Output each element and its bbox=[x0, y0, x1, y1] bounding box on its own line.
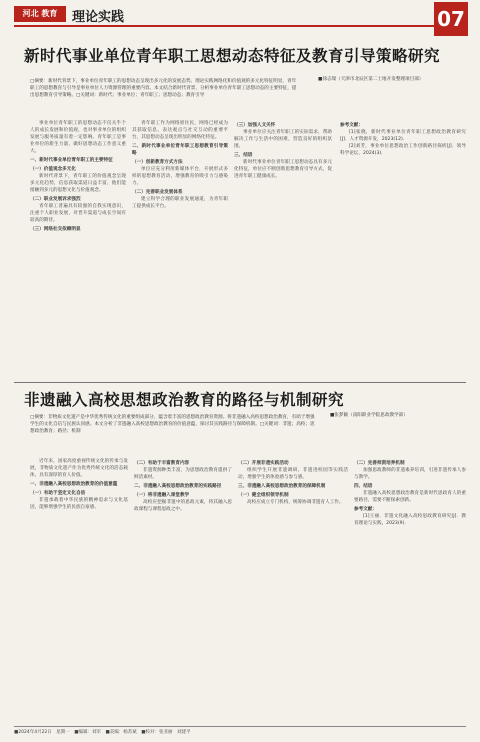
article-divider bbox=[14, 382, 466, 383]
section-heading: 一、新时代事业单位青年职工的主要特征 bbox=[30, 158, 113, 163]
article1-column-2 bbox=[132, 120, 228, 382]
subheading: （一）将非遗融入课堂教学 bbox=[134, 493, 190, 498]
subheading: （三）网络社交依赖明显 bbox=[30, 227, 81, 232]
newspaper-logo: 河北 教育 bbox=[14, 6, 66, 22]
subheading: （二）完善师资培养机制 bbox=[354, 461, 405, 466]
paragraph: 非遗资源种类丰富，为思想政治教育提供了鲜活素材。 bbox=[134, 468, 232, 480]
subheading: （一）创新教育方式方法 bbox=[132, 160, 183, 165]
article2-title: 非遗融入高校思想政治教育的路径与机制研究 bbox=[24, 391, 345, 409]
page-header bbox=[0, 0, 480, 30]
paragraph: 加强思政教师的非遗素养培训，引进非遗传承人参与教学。 bbox=[354, 468, 466, 480]
reference-item: [2]刘芳，事业单位思想政治工作创新路径探析[J]．领导科学论坛，2024(3)． bbox=[340, 144, 466, 156]
reference-item: [1]王丽．非遗文化融入高校思政教育研究[J]．教育理论与实践，2023(9)． bbox=[354, 514, 466, 526]
references-heading: 参考文献： bbox=[354, 507, 377, 512]
article1-author: ■徐志瑞（天津市北辰区第二土地开发整理项目部） bbox=[318, 77, 424, 82]
paragraph: 新时代事业单位青年职工思想动态具有多元化特征，单位应不断创新思想教育引导方式，促进青年职工健康成长。 bbox=[234, 160, 332, 179]
paragraph: 非遗融入高校思想政治教育是新时代思政育人的重要路径，需要不断探索创新。 bbox=[354, 491, 466, 503]
paragraph: 高校应成立专门机构，统筹协调非遗育人工作。 bbox=[247, 500, 344, 505]
reference-item: [1]张晓，新时代事业单位青年职工思想政治教育研究[J]．人才资源开发，2023(12)． bbox=[340, 130, 466, 142]
article2-column-3 bbox=[238, 458, 348, 722]
article2-column-2 bbox=[134, 458, 232, 722]
section-name: 理论实践 bbox=[72, 10, 125, 25]
paragraph: 单位应充分利用新媒体平台，开展形式多样的思想教育活动，增强教育的吸引力与感染力。 bbox=[132, 167, 228, 186]
subheading: （三）加强人文关怀 bbox=[234, 123, 276, 128]
article1-column-4 bbox=[340, 120, 466, 382]
header-rule bbox=[14, 25, 444, 27]
section-heading: 一、非遗融入高校思想政治教育的价值意蕴 bbox=[30, 482, 118, 487]
subheading: （一）有助于坚定文化自信 bbox=[30, 491, 86, 496]
section-heading: 二、非遗融入高校思想政治教育的实践路径 bbox=[134, 484, 222, 489]
section-heading: 三、非遗融入高校思想政治教育的保障机制 bbox=[238, 484, 326, 489]
article2-column-4 bbox=[354, 458, 466, 722]
article2-column-1 bbox=[30, 458, 128, 722]
subheading: （一）健全组织领导机制 bbox=[238, 493, 289, 498]
article2-abstract: □摘要：非物质文化遗产是中华优秀传统文化的重要组成部分，蕴含着丰富的思想政治教育资源。将非遗融入高校思想政治教育，有助于增强学生的文化自信与民族认同感。本文分析了非遗融入高校思想政治教育的价值意蕴，探讨其实践路径与保障机制。□关键词：非遗；高校；思想政治教育；路径；机制 bbox=[30, 415, 315, 434]
subheading: （二）有助于丰富教育内容 bbox=[134, 461, 190, 466]
paragraph: 青年职工作为网络原住民，网络已经成为其获取信息、表达观点与社交互动的重要平台，其思想动态呈现出明显的网络化特征。 bbox=[132, 121, 228, 140]
paragraph: 高校应挖掘非遗中的思政元素，将其融入思政课程与课程思政之中。 bbox=[134, 500, 232, 512]
subheading: （二）开展非遗实践活动 bbox=[238, 461, 289, 466]
paragraph: 近年来，国家高度重视传统文化的传承与发展，非物质文化遗产作为优秀传统文化的活态载体，具有深厚的育人价值。 bbox=[30, 459, 128, 478]
section-heading: 二、新时代事业单位青年职工思想教育引导策略 bbox=[132, 144, 228, 156]
article2-author: ■张梦颖（南阳职业学院思政教学部） bbox=[330, 413, 408, 418]
page-number: 07 bbox=[434, 2, 468, 36]
article1-column-3 bbox=[234, 120, 332, 382]
page-footer: ■2024年4月22日 星期一 ■编辑：刘军 ■美编：杨苏斌 ■校对：张亚丽 刘建平 bbox=[14, 726, 466, 739]
paragraph: 组织学生开展非遗调研、非遗进校园等实践活动，增强学生的体验感与参与感。 bbox=[238, 468, 348, 480]
article1-title: 新时代事业单位青年职工思想动态特征及教育引导策略研究 bbox=[24, 47, 441, 65]
paragraph: 新时代背景下，青年职工的价值观念呈现多元化趋势，信息获取渠道日益丰富，他们能接触到多元的思想文化与价值观念。 bbox=[30, 174, 126, 193]
paragraph: 事业单位应关注青年职工的实际需求，帮助解决工作与生活中的困难，营造良好的组织氛围。 bbox=[234, 130, 332, 149]
paragraph: 建立科学合理的职业发展通道，为青年职工提供成长平台。 bbox=[132, 197, 228, 209]
subheading: （二）职业发展诉求强烈 bbox=[30, 197, 81, 202]
references-heading: 参考文献： bbox=[340, 123, 363, 128]
section-heading: 三、结语 bbox=[234, 153, 253, 158]
article1-abstract: □摘要：新时代背景下，事业单位青年职工的思想动态呈现出多元化的发展态势。理论实践网络化和价值观的多元化特征明显，青年职工的思想教育与引导是事业单位人力资源管理的重要内容。本文结合新时代背景，分析事业单位青年职工思想动态的主要特征，提出思想教育引导策略。□关键词：新时代；事业单位；青年职工；思想动态；教育引导 bbox=[30, 79, 297, 98]
subheading: （一）价值观念多元化 bbox=[30, 167, 76, 172]
section-heading: 四、结语 bbox=[354, 484, 373, 489]
subheading: （二）完善职业发展体系 bbox=[132, 190, 183, 195]
paragraph: 事业单位青年职工的思想动态不仅关乎个人的成长发展和价值观，也对事业单位的组织发展与服务质量有着一定影响。青年职工是事业单位的新生力量，做好思想动态工作意义重大。 bbox=[30, 121, 126, 154]
paragraph: 青年职工普遍具有较强的自我实现意识，注重个人职业发展，对晋升渠道与成长空间有较高的期待。 bbox=[30, 204, 126, 223]
article1-column-1 bbox=[30, 120, 126, 382]
paragraph: 非遗承载着中华民族的精神追求与文化基因，能够增强学生的民族自豪感。 bbox=[30, 498, 128, 510]
